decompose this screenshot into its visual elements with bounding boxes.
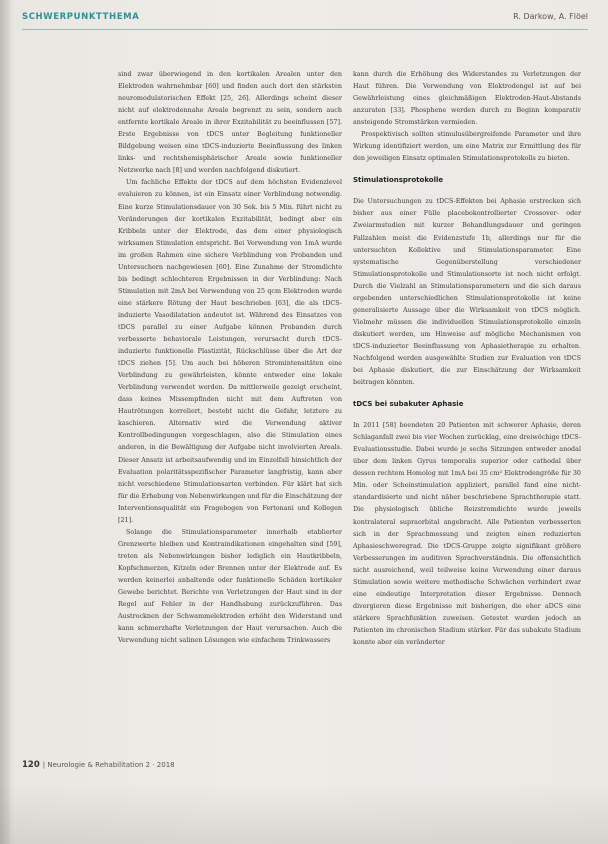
page-shadow	[0, 784, 608, 844]
journal-citation: | Neurologie & Rehabilitation 2 · 2018	[42, 761, 175, 769]
paragraph: kann durch die Erhöhung des Widerstandes zu Verletzungen der Haut führen. Die Verwendung von Elektrodengel ist auf bei Gewährleistung eines gleichmäßigen Elektroden-Haut-Abstands anzuraten [33]. Phosphene werden durch zu Beginn komparativ ansteigende Stromstärken vermieden.	[353, 70, 581, 127]
running-header	[22, 12, 588, 28]
section-heading: Stimulationsprotokolle	[353, 176, 444, 185]
paragraph: Die Untersuchungen zu tDCS-Effekten bei Aphasie erstrecken sich bisher aus einer Fülle placebokontrollierter Crossover- oder Zweiarmstudien mit kurzer Behandlungsdauer und geringen Fallzahlen meist die Evidenzstufe 1b, allerdings nur für die untersuchten Kollektive und Stimulationsparameter. Eine systematische Gegenüberstellung verschiedener Stimulationsprotokolle und Stimulationsorte ist noch nicht erfolgt. Durch die Vielzahl an Stimulationsparametern und die sich daraus ergebenden unterschiedlichen Stimulationsprotokolle ist keine generalisierte Aussage über die Wirksamkeit von tDCS möglich. Vielmehr müssen die individuellen Stimulationsprotokolle einzeln diskutiert werden, um Hinweise auf mögliche Mechanismen von tDCS-induzierter Beeinflussung von Aphasietherapie zu erhalten. Nachfolgend werden ausgewählte Studien zur Evaluation von tDCS bei Aphasie diskutiert, die zur Einschätzung der Wirksamkeit beitragen könnten.	[353, 197, 581, 387]
paragraph: In 2011 [58] beendeten 20 Patienten mit schwerer Aphasie, deren Schlaganfall zwei bis vier Wochen zurücklag, eine dreiwöchige tDCS-Evaluationsstudie. Dabei wurde je sechs Sitzungen entweder anodal über dem linken Gyrus temporalis superior oder cathodal über dessen rechtem Homolog mit 1mA bei 35 cm² Elektrodengröße für 30 Min. oder Scheinstimulation appliziert, parallel fand eine nicht-standardisierte und nicht näher beschriebene Sprachtherapie statt. Die physiologisch übliche Reizstromdichte wurde jeweils kontralateral supraorbital angebracht. Alle Patienten verbesserten sich in der Sprachmessung und zeigten einen reduzierten Aphasieschweregrad. Die tDCS-Gruppe zeigte signifikant größere Verbesserungen im auditiven Sprachverständnis. Die offensichtlich nicht ausreichend, weil teilweise keine Verwendung einer daraus Stimulation sowie weitere methodische Schwächen verhindert zwar eine eindeutige Interpretation dieser Ergebnisse. Dennoch divergieren diese Ergebnisse mit bisherigen, die eher aDCS eine stärkere Sprachfunktion zuweisen. Getestet wurden jedoch an Patienten im chronischen Stadium stärker. Für das subakute Stadium konnte aber ein veränderter	[353, 421, 581, 646]
paragraph: sind zwar überwiegend in den kortikalen Arealen unter den Elektroden wahrnehmbar [60] und finden auch dort den stärksten neuromodulatorischen Effekt [25, 26]. Allerdings scheint dieser nicht auf elektrodennahe Areale begrenzt zu sein, sondern auch entfernte kortikale Areale in ihrer Exzitabilität zu beeinflussen [57]. Erste Ergebnisse von tDCS unter Begleitung funktioneller Bildgebung weisen eine tDCS-induzierte Beeinflussung des linken links- und rechtshemisphärischer Areale sowie funktioneller Netzwerke nach [8] und werden nachfolgend diskutiert.	[118, 70, 342, 175]
paragraph: Um fachliche Effekte der tDCS auf dem höchsten Evidenzlevel evaluieren zu können, ist ein Einsatz einer Verblindung notwendig. Eine kurze Stimulationsdauer von 30 Sek. bis 5 Min. führt nicht zu Veränderungen der kortikalen Exzitabilität, bedingt aber ein Kribbeln unter der Elektrode, das dem einer physiologisch wirksamen Stimulation entspricht. Bei Verwendung von 1mA wurde im großen Rahmen eine sichere Verblindung von Probanden und Untersuchern nachgewiesen [60]. Eine Zunahme der Stromdichte bis bedingt schlechteren Ergebnissen in der Verblindung: Nach Stimulation mit 2mA bei Verwendung von 25 qcm Elektroden wurde eine stärkere Rötung der Haut beschrieben [63], die als tDCS-induzierte Vasodilatation andeutet ist. Während des Einsatzes von tDCS parallel zu einer Aufgabe können Probanden durch verbesserte behaviorale Leistungen, verursacht durch tDCS-induzierte funktionelle Plastizität, Rückschlüsse über die Art der tDCS ziehen [5]. Um auch bei höheren Stromintensitäten eine Verblindung zu gewährleisten, könnte entweder eine lokale Verblindung verwendet werden. Da mittlerweile gezeigt erscheint, dass keines Missempfinden nicht mit dem Auftreten von Hautrötungen korreliert, besteht nicht die Gefahr, letztere zu kaschieren. Alternativ wird die Verwendung aktiver Kontrollbedingungen vorgeschlagen, also die Stimulation eines anderen, in die Bewältigung der Aufgabe nicht involvierten Areals. Dieser Ansatz ist arbeitsaufwendig und im Einzelfall hinsichtlich der Evaluation polaritätsspezifischer Parameter langfristig, kann aber nicht verschiedene Stimulationsarten verbinden. Für klärt hat sich für die Erhebung von Nebenwirkungen und für die Einschätzung der Interventionsqualität ein Fragebogen von Fertonani und Kollegen [21].	[118, 178, 342, 524]
header-divider	[22, 29, 588, 30]
paragraph: Solange die Stimulationsparameter innerhalb etablierter Grenzwerte bleiben und Kontraindikationen eingehalten sind [59], treten als Nebenwirkungen bisher lediglich ein Hautkribbeln, Kopfschmerzen, Kitzeln oder Brennen unter der Elektrode auf. Es werden keinerlei anhaltende oder funktionelle Schäden kortikaler Gewebe berichtet. Berichte von Verletzungen der Haut sind in der Regel auf Fehler in der Handhabung zurückzuführen. Das Austrocknen der Schwammelektroden erhöht den Widerstand und kann schmerzhafte Verletzungen der Haut verursachen. Auch die Verwendung nicht salinen Lösungen wie einfachem Trinkwassers	[118, 527, 342, 645]
paragraph: Prospektivisch sollten stimulusübergreifende Parameter und ihre Wirkung identifiziert werden, um eine Matrix zur Ermittlung des für den jeweiligen Einsatz optimalen Stimulationsprotokolls zu bieten.	[353, 130, 581, 163]
section-heading: tDCS bei subakuter Aphasie	[353, 400, 464, 409]
binding-edge	[0, 0, 10, 844]
right-column	[353, 68, 581, 648]
page-number: 120	[22, 760, 40, 770]
section-topic: SCHWERPUNKTTHEMA	[22, 12, 140, 22]
left-column	[118, 68, 342, 646]
author-names: R. Darkow, A. Flöel	[513, 12, 588, 21]
page-footer	[22, 752, 588, 770]
